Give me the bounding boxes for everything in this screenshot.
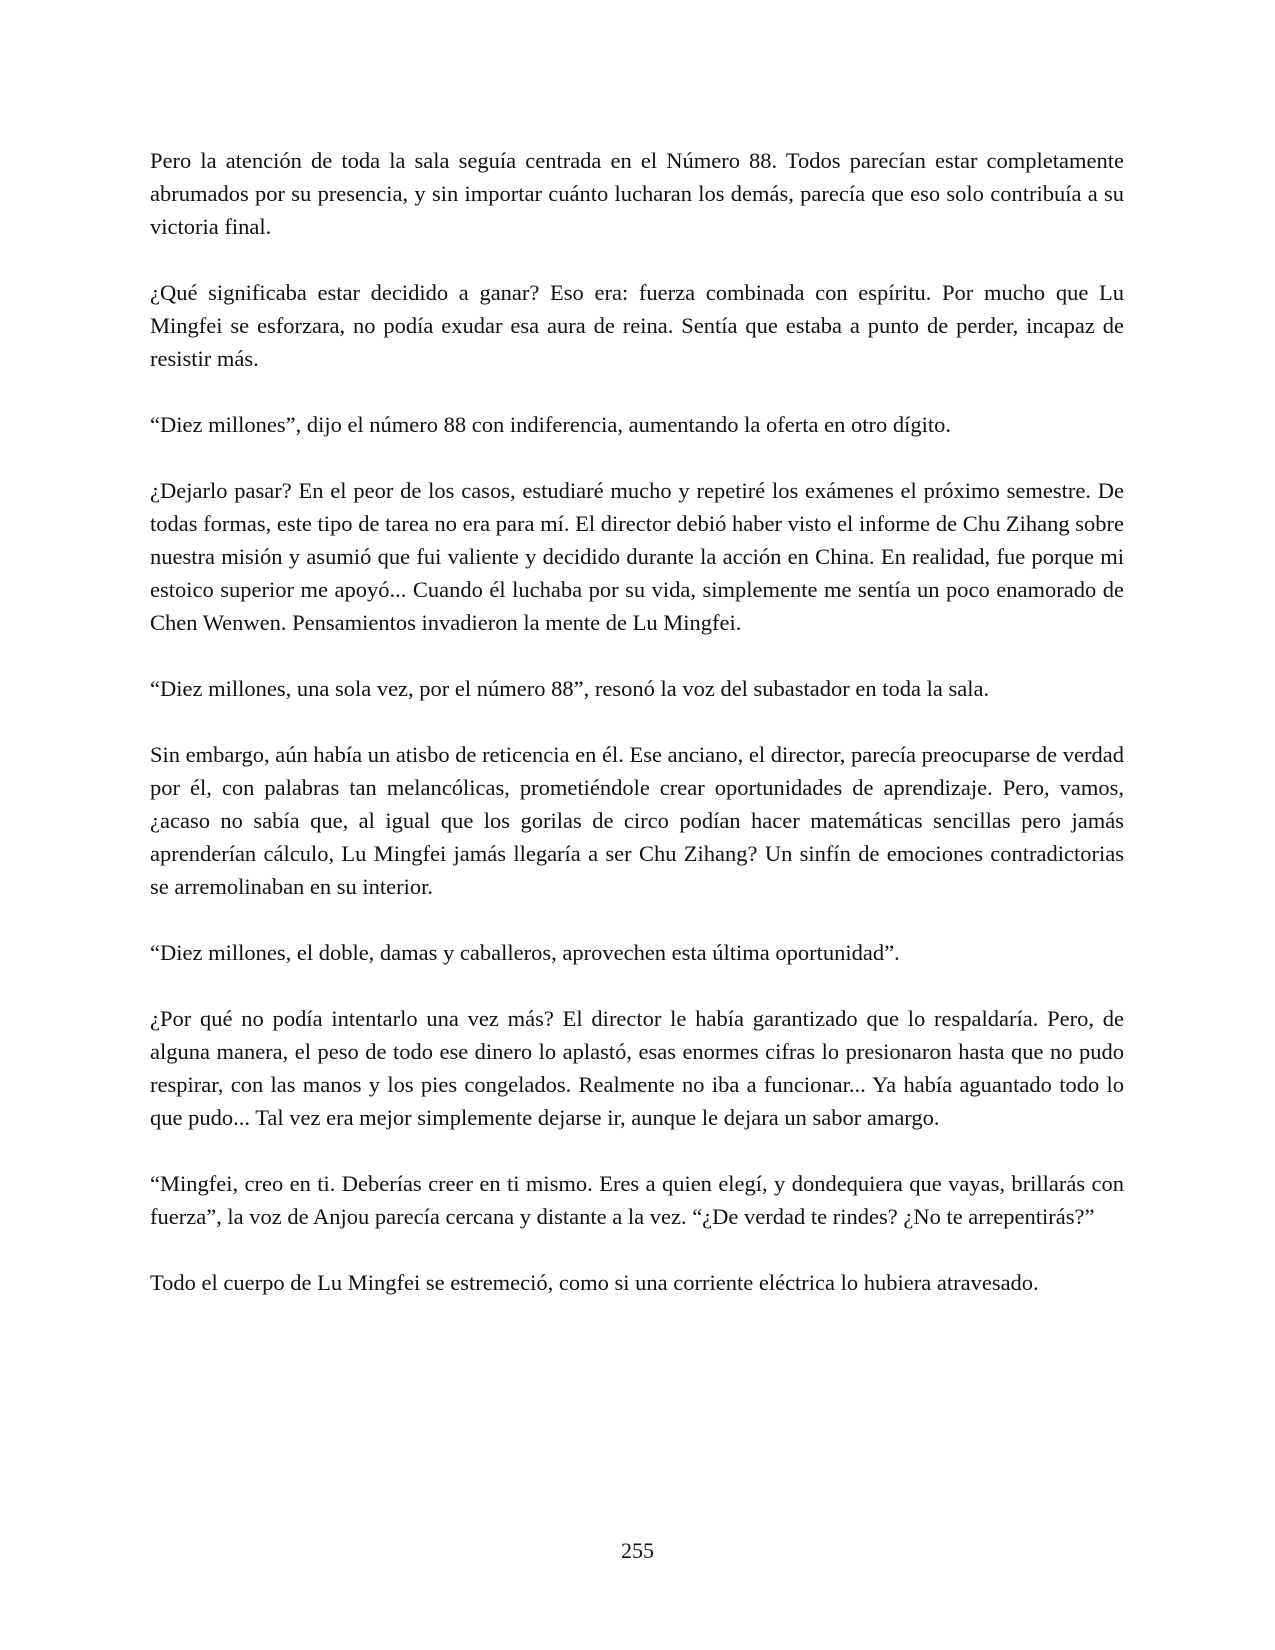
paragraph: ¿Qué significaba estar decidido a ganar? Eso era: fuerza combinada con espíritu. Por mucho que Lu Mingfei se esforzara, no podía exudar esa aura de reina. Sentía que estaba a punto de perder, incapaz de resistir más. — [150, 280, 1124, 371]
page-number: 255 — [621, 1538, 654, 1563]
page-body — [150, 144, 1124, 1332]
paragraph: “Diez millones”, dijo el número 88 con indiferencia, aumentando la oferta en otro dígito. — [150, 412, 951, 437]
paragraph: “Diez millones, una sola vez, por el número 88”, resonó la voz del subastador en toda la sala. — [150, 676, 990, 701]
paragraph: “Mingfei, creo en ti. Deberías creer en ti mismo. Eres a quien elegí, y dondequiera que vayas, brillarás con fuerza”, la voz de Anjou parecía cercana y distante a la vez. “¿De verdad te rindes? ¿No te arrepentirás?” — [150, 1171, 1124, 1229]
paragraph: Pero la atención de toda la sala seguía centrada en el Número 88. Todos parecían estar completamente abrumados por su presencia, y sin importar cuánto lucharan los demás, parecía que eso solo contribuía a su victoria final. — [150, 148, 1124, 239]
paragraph: Todo el cuerpo de Lu Mingfei se estremeció, como si una corriente eléctrica lo hubiera atravesado. — [150, 1270, 1039, 1295]
paragraph: Sin embargo, aún había un atisbo de reticencia en él. Ese anciano, el director, parecía preocuparse de verdad por él, con palabras tan melancólicas, prometiéndole crear oportunidades de aprendizaje. Pero, vamos, ¿acaso no sabía que, al igual que los gorilas de circo podían hacer matemáticas sencillas pero jamás aprenderían cálculo, Lu Mingfei jamás llegaría a ser Chu Zihang? Un sinfín de emociones contradictorias se arremolinaban en su interior. — [150, 742, 1124, 899]
paragraph: ¿Por qué no podía intentarlo una vez más? El director le había garantizado que lo respaldaría. Pero, de alguna manera, el peso de todo ese dinero lo aplastó, esas enormes cifras lo presionaron hasta que no pudo respirar, con las manos y los pies congelados. Realmente no iba a funcionar... Ya había aguantado todo lo que pudo... Tal vez era mejor simplemente dejarse ir, aunque le dejara un sabor amargo. — [150, 1006, 1124, 1130]
paragraph: “Diez millones, el doble, damas y caballeros, aprovechen esta última oportunidad”. — [150, 940, 900, 965]
paragraph: ¿Dejarlo pasar? En el peor de los casos, estudiaré mucho y repetiré los exámenes el próximo semestre. De todas formas, este tipo de tarea no era para mí. El director debió haber visto el informe de Chu Zihang sobre nuestra misión y asumió que fui valiente y decidido durante la acción en China. En realidad, fue porque mi estoico superior me apoyó... Cuando él luchaba por su vida, simplemente me sentía un poco enamorado de Chen Wenwen. Pensamientos invadieron la mente de Lu Mingfei. — [150, 478, 1124, 635]
